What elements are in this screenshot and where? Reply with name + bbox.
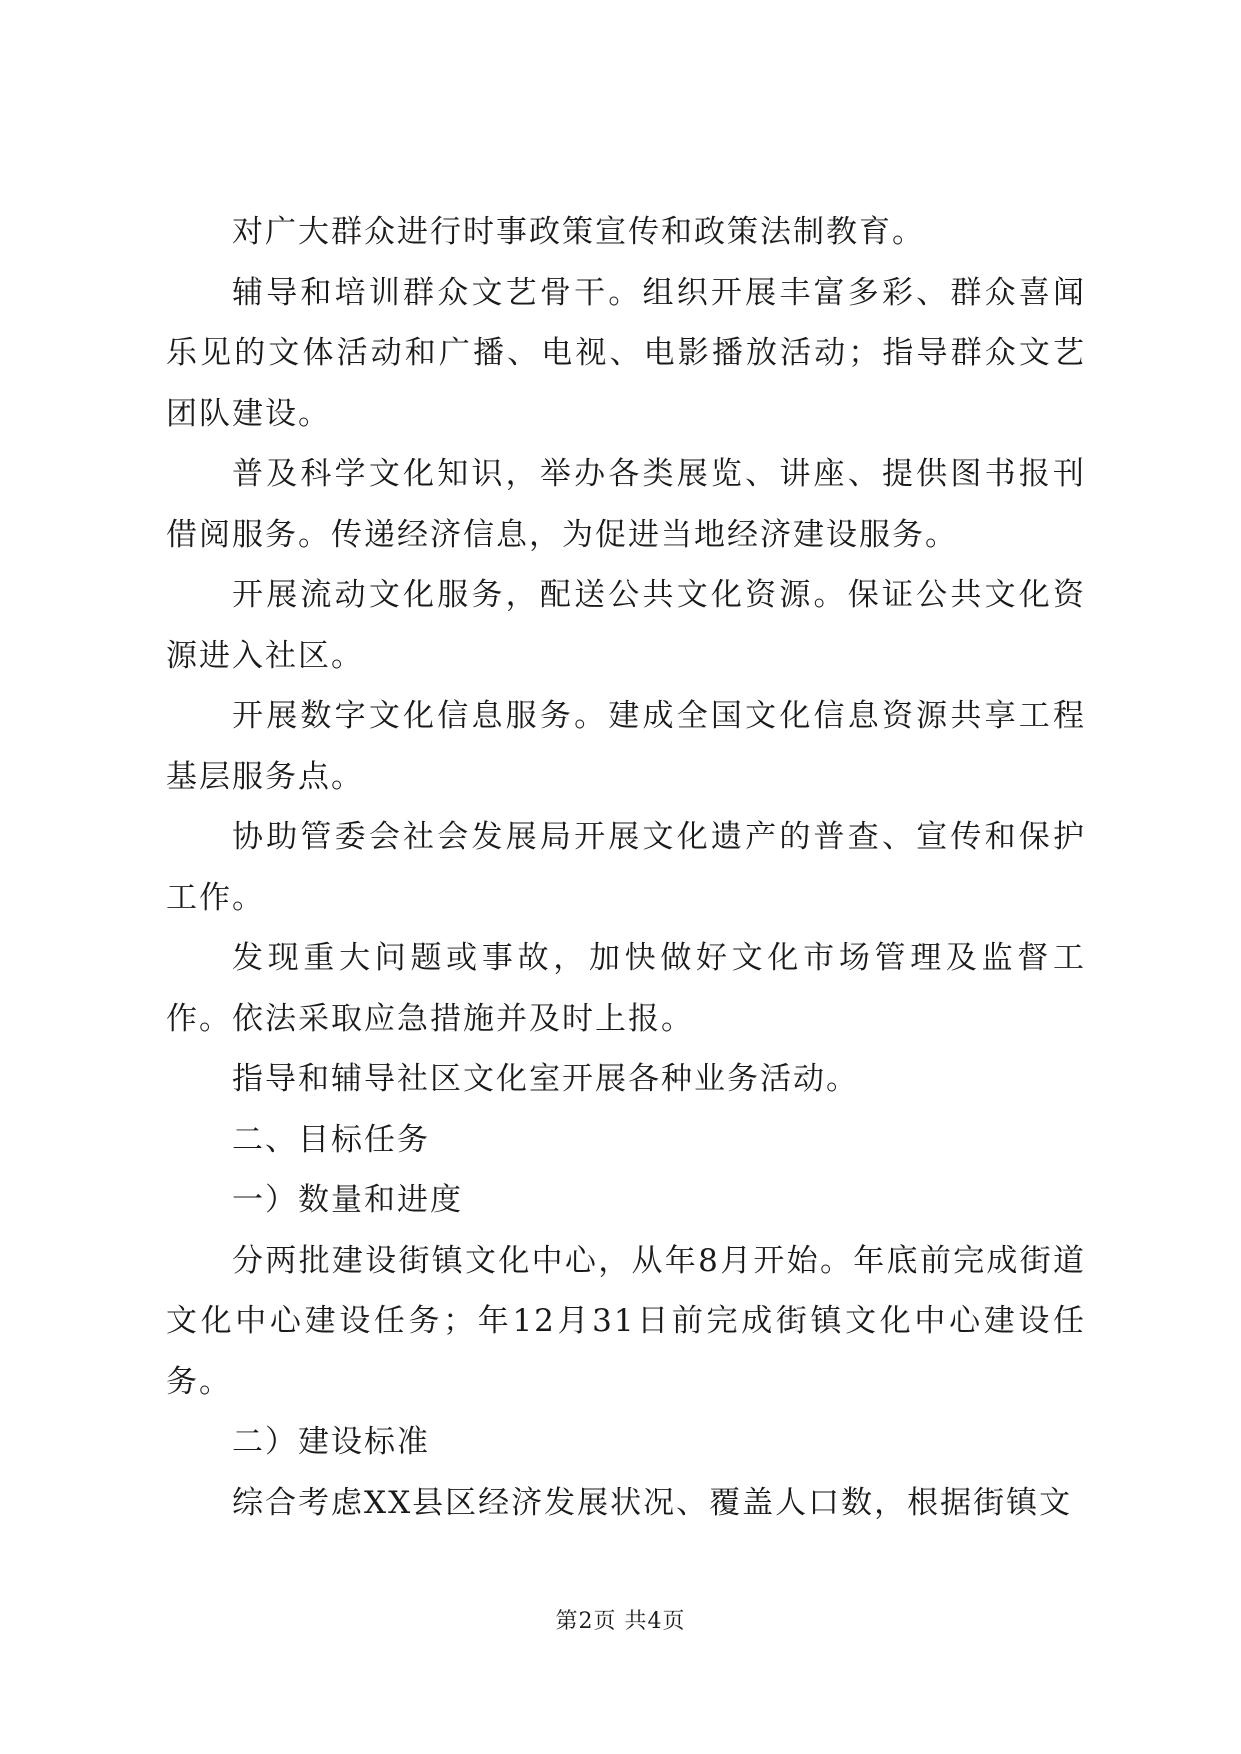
paragraph: 分两批建设街镇文化中心，从年8月开始。年底前完成街道文化中心建设任务；年12月31日前完成街镇文化中心建设任务。	[166, 1242, 1086, 1400]
subsection-heading: 二）建设标准	[232, 1424, 430, 1460]
paragraph: 对广大群众进行时事政策宣传和政策法制教育。	[232, 214, 925, 250]
paragraph: 指导和辅导社区文化室开展各种业务活动。	[232, 1061, 859, 1097]
page-number-footer: 第2页 共4页	[555, 1609, 686, 1634]
paragraph: 普及科学文化知识，举办各类展览、讲座、提供图书报刊借阅服务。传递经济信息，为促进当地经济建设服务。	[166, 456, 1086, 553]
paragraph: 开展数字文化信息服务。建成全国文化信息资源共享工程基层服务点。	[166, 698, 1086, 795]
section-heading: 二、目标任务	[232, 1121, 430, 1158]
paragraph: 协助管委会社会发展局开展文化遗产的普查、宣传和保护工作。	[166, 819, 1086, 916]
paragraph: 综合考虑XX县区经济发展状况、覆盖人口数，根据街镇文	[232, 1484, 1073, 1521]
document-body	[166, 202, 1086, 1533]
paragraph: 开展流动文化服务，配送公共文化资源。保证公共文化资源进入社区。	[166, 577, 1086, 674]
paragraph: 辅导和培训群众文艺骨干。组织开展丰富多彩、群众喜闻乐见的文体活动和广播、电视、电影播放活动；指导群众文艺团队建设。	[166, 274, 1086, 432]
subsection-heading: 一）数量和进度	[232, 1182, 463, 1218]
paragraph: 发现重大问题或事故，加快做好文化市场管理及监督工作。依法采取应急措施并及时上报。	[166, 940, 1086, 1037]
